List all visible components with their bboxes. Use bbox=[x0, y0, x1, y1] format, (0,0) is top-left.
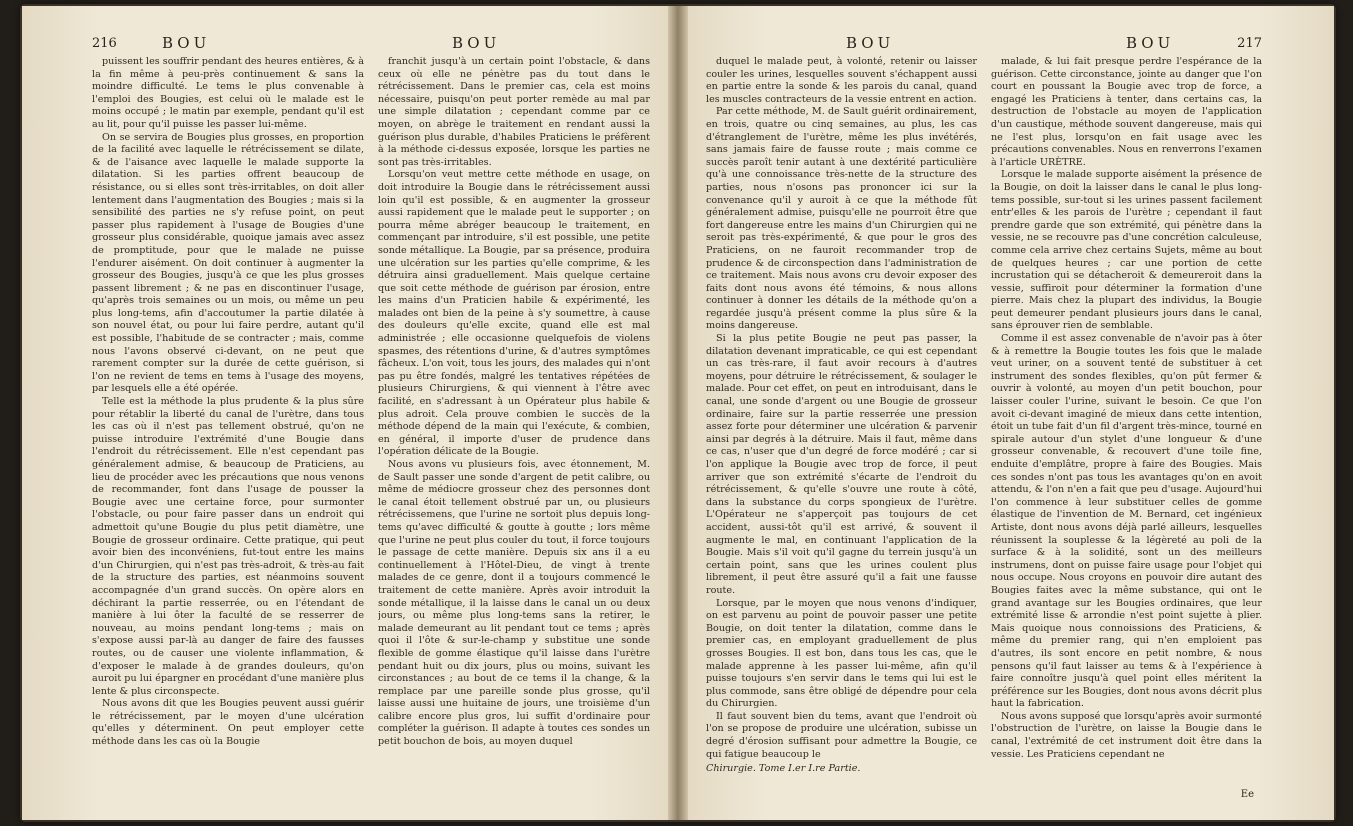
page-footer: Chirurgie. Tome I.er I.re Partie. bbox=[706, 763, 861, 775]
paragraph: Telle est la méthode la plus prudente & la plus sûre pour rétablir la liberté du canal de l'urètre, dans tous les cas où il n'est pas tellement obstrué, qu'on ne puisse introduire l'extrémité d'une Bougie dans l'endroit du rétrécissement. Elle n'est cependant pas généralement admise, & beaucoup de Praticiens, au lieu de procéder avec les précautions que nous venons de recommander, font dans l'usage de pousser la Bougie avec une certaine force, pour surmonter l'obstacle, ou pour faire passer dans un endroit qui admettoit qu'une Bougie du plus petit diamètre, une Bougie de grosseur ordinaire. Cette pratique, qui peut avoir bien des inconvéniens, fut-tout entre les mains d'un Chirurgien, qui n'est pas très-adroit, & très-au fait de la structure des parties, est néanmoins souvent accompagnée d'un grand succès. On opère alors en déchirant la partie resserrée, ou en l'étendant de manière à lui ôter la faculté de se resserrer de nouveau, au moins pendant long-tems ; mais on s'expose aussi par-là au danger de faire des fausses routes, ou de causer une violente inflammation, & d'exposer le malade à de grandes douleurs, qu'on auroit pu lui épargner en procédant d'une manière plus lente & plus circonspecte. bbox=[92, 396, 364, 697]
left-column-1 bbox=[92, 56, 364, 806]
paragraph: Il faut souvent bien du tems, avant que l'endroit où l'on se propose de produire une ulcération, subisse un degré d'érosion suffisant pour admettre la Bougie, ce qui fatigue beaucoup le bbox=[706, 710, 977, 760]
paragraph: malade, & lui fait presque perdre l'espérance de la guérison. Cette circonstance, jointe au danger que l'on court en poussant la Bougie avec trop de force, a engagé les Praticiens à tenter, dans certains cas, la destruction de l'obstacle au moyen de l'application d'un caustique, méthode souvent dangereuse, mais qui ne l'est plus, lorsqu'on en fait usage avec les précautions convenables. Nous en renverrons l'examen à l'article URÈTRE. bbox=[991, 56, 1262, 168]
running-head: BOU bbox=[162, 34, 211, 52]
signature-mark: Ee bbox=[1240, 789, 1254, 800]
paragraph: Nous avons dit que les Bougies peuvent aussi guérir le rétrécissement, par le moyen d'une ulcération qu'elles y déterminent. On peut employer cette méthode dans les cas où la Bougie bbox=[92, 698, 364, 748]
paragraph: duquel le malade peut, à volonté, retenir ou laisser couler les urines, lesquelles souvent s'échappent aussi en partie entre la sonde & les parois du canal, quand les muscles contracteurs de la vessie entrent en action. bbox=[706, 56, 977, 105]
running-head: BOU bbox=[846, 34, 895, 52]
paragraph: On se servira de Bougies plus grosses, en proportion de la facilité avec laquelle le rétrécissement se dilate, & de l'aisance avec laquelle le malade supporte la dilatation. Si les parties offrent beaucoup de résistance, ou si elles sont très-irritables, on doit aller lentement dans l'augmentation des Bougies ; mais si la sensibilité des parties ne s'y refuse point, on peut passer plus rapidement à l'usage de Bougies d'une grosseur plus considérable, quoique jamais avec assez de promptitude, pour que le malade ne puisse l'endurer aisément. On doit continuer à augmenter la grosseur des Bougies, jusqu'à ce que les plus grosses passent librement ; & ne pas en discontinuer l'usage, qu'après trois semaines ou un mois, ou même un peu plus long-tems, afin d'accoutumer la partie dilatée à son nouvel état, ou pour lui faire perdre, autant qu'il est possible, l'habitude de se contracter ; mais, comme nous l'avons observé ci-devant, on ne peut que rarement compter sur la durée de cette guérison, si l'on ne revient de tems en tems à l'usage des moyens, par lesquels elle a été opérée. bbox=[92, 131, 364, 395]
right-page bbox=[688, 6, 1334, 820]
paragraph: Nous avons vu plusieurs fois, avec étonnement, M. de Sault passer une sonde d'argent de petit calibre, ou même de médiocre grosseur chez des personnes dont le canal étoit tellement obstrué par un, ou plusieurs rétrécissemens, que l'urine ne sortoit plus depuis long-tems qu'avec difficulté & goutte à goutte ; lors même que l'urine ne peut plus couler du tout, il force toujours le passage de cette manière. Depuis six ans il a eu continuellement à l'Hôtel-Dieu, de vingt à trente malades de ce genre, dont il a toujours commencé le traitement de cette manière. Après avoir introduit la sonde métallique, il la laisse dans le canal un ou deux jours, ou même plus long-tems sans la retirer, le malade demeurant au lit pendant tout ce tems ; après quoi il l'ôte & sur-le-champ y substitue une sonde flexible de gomme élastique qu'il laisse dans l'urètre pendant huit ou dix jours, plus ou moins, suivant les circonstances ; au bout de ce tems il la change, & la remplace par une pareille sonde plus grosse, qu'il laisse aussi une huitaine de jours, une troisième d'un calibre encore plus gros, lui suffit d'ordinaire pour compléter la guérison. Il adapte à toutes ces sondes un petit bouchon de bois, au moyen duquel bbox=[378, 459, 650, 748]
left-page bbox=[22, 6, 668, 820]
paragraph: Comme il est assez convenable de n'avoir pas à ôter & à remettre la Bougie toutes les fois que le malade veut uriner, on a souvent tenté de substituer à cet instrument des sondes flexibles, qu'on pût fermer & ouvrir à volonté, au moyen d'un petit bouchon, pour laisser couler l'urine, suivant le besoin. Ce que l'on avoit ci-devant imaginé de mieux dans cette intention, étoit un tube fait d'un fil d'argent très-mince, tourné en spirale autour d'un stylet d'une longueur & d'une grosseur convenable, & recouvert d'une toile fine, enduite d'emplâtre, propre à faire des Bougies. Mais ces sondes n'ont pas tous les avantages qu'on en avoit attendu, & l'on n'en a fait que peu d'usage. Aujourd'hui l'on commence à leur substituer celles de gomme élastique de l'invention de M. Bernard, cet ingénieux Artiste, dont nous avons déjà parlé ailleurs, lesquelles réunissent la souplesse & la légèreté au poli de la surface & à la solidité, sont un des meilleurs instrumens, dont on puisse faire usage pour l'objet qui nous occupe. Nous croyons en pouvoir dire autant des Bougies faites avec la même substance, qui ont le grand avantage sur les Bougies ordinaires, que leur extrémité lisse & arrondie n'est point sujette à plier. Mais quoique nous connoissions des Praticiens, & même du premier rang, qui n'en emploient pas d'autres, ils sont encore en petit nombre, & nous pensons qu'il faut laisser au tems & à l'expérience à faire connoître jusqu'à quel point elles méritent la préférence sur les Bougies, dont nous avons décrit plus haut la fabrication. bbox=[991, 333, 1262, 710]
right-column-2 bbox=[991, 56, 1262, 806]
paragraph: puissent les souffrir pendant des heures entières, & à la fin même à peu-près continuement & sans la moindre difficulté. Le tems le plus convenable à l'emploi des Bougies, est celui où le malade est le moins occupé ; le matin par exemple, pendant qu'il est au lit, pour qu'il puisse les passer lui-même. bbox=[92, 56, 364, 130]
right-header bbox=[706, 34, 1262, 56]
page-number: 216 bbox=[92, 36, 117, 51]
running-head: BOU bbox=[1126, 34, 1175, 52]
book-gutter bbox=[668, 6, 688, 820]
left-column-2 bbox=[378, 56, 650, 806]
page-number: 217 bbox=[1237, 36, 1262, 51]
paragraph: franchit jusqu'à un certain point l'obstacle, & dans ceux où elle ne pénètre pas du tout dans le rétrécissement. Dans le premier cas, cela est moins nécessaire, puisqu'on peut porter remède au mal par une simple dilatation ; cependant comme par ce moyen, on abrège le traitement en rendant aussi la guérison plus durable, d'habiles Praticiens le préfèrent à la méthode ci-dessus exposée, lorsque les parties ne sont pas très-irritables. bbox=[378, 56, 650, 168]
book-spread bbox=[22, 6, 1334, 820]
right-column-1 bbox=[706, 56, 977, 806]
paragraph: Lorsque, par le moyen que nous venons d'indiquer, on est parvenu au point de pouvoir passer une petite Bougie, on doit tenter la dilatation, comme dans le premier cas, en employant graduellement de plus grosses Bougies. Il est bon, dans tous les cas, que le malade apprenne à les passer lui-même, afin qu'il puisse toujours s'en servir dans le tems qui lui est le plus commode, sans être obligé de dépendre pour cela du Chirurgien. bbox=[706, 597, 977, 710]
paragraph: Par cette méthode, M. de Sault guérit ordinairement, en trois, quatre ou cinq semaines, au plus, les cas d'étranglement de l'urètre, même les plus invétérés, sans jamais faire de fausse route ; mais comme ce succès paroît tenir autant à une dextérité particulière qu'à une connoissance très-nette de la structure des parties, nous n'osons pas prononcer ici sur la convenance qu'il y auroit à ce que la méthode fût généralement admise, puisqu'elle ne pourroit être que fort dangereuse entre les mains d'un Chirurgien qui ne seroit pas très-expérimenté, & que pour le gros des Praticiens, on ne fauroit recommander trop de prudence & de circonspection dans l'administration de ce traitement. Mais nous avons cru devoir exposer des faits dont nous avons été témoins, & nous allons continuer à donner les détails de la méthode qu'on a regardée jusqu'à présent comme la plus sûre & la moins dangereuse. bbox=[706, 106, 977, 332]
paragraph: Lorsqu'on veut mettre cette méthode en usage, on doit introduire la Bougie dans le rétrécissement aussi loin qu'il est possible, & en augmenter la grosseur aussi rapidement que le malade peut le supporter ; on pourra même abréger beaucoup le traitement, en commençant par introduire, s'il est possible, une petite sonde métallique. La Bougie, par sa présence, produira une ulcération sur les parties qu'elle comprime, & les détruira ainsi graduellement. Mais quelque certaine que soit cette méthode de guérison par érosion, entre les mains d'un Praticien habile & expérimenté, les malades ont bien de la peine à s'y soumettre, à cause des douleurs qu'elle excite, quand elle est mal administrée ; elle occasionne quelquefois de violens spasmes, des rétentions d'urine, & d'autres symptômes fâcheux. L'on voit, tous les jours, des malades qui n'ont pas pu être fondés, malgré les tentatives répétées de plusieurs Chirurgiens, & qui viennent à l'être avec facilité, en s'adressant à un Opérateur plus habile & plus adroit. Cela prouve combien le succès de la méthode dépend de la main qui l'exécute, & combien, en général, il importe d'user de prudence dans l'opération délicate de la Bougie. bbox=[378, 169, 650, 458]
paragraph: Nous avons supposé que lorsqu'après avoir surmonté l'obstruction de l'urètre, on laisse la Bougie dans le canal, l'extrémité de cet instrument doit être dans la vessie. Les Praticiens cependant ne bbox=[991, 710, 1262, 760]
paragraph: Si la plus petite Bougie ne peut pas passer, la dilatation devenant impraticable, ce qui est cependant un cas très-rare, il faut avoir recours à d'autres moyens, pour détruire le rétrécissement, & soulager le malade. Pour cet effet, on peut en introduisant, dans le canal, une sonde d'argent ou une Bougie de grosseur ordinaire, faire sur la partie resserrée une pression assez forte pour déterminer une ulcération & parvenir ainsi par degrés à la détruire. Mais il faut, même dans ce cas, n'user que d'un degré de force modéré ; car si l'on applique la Bougie avec trop de force, il peut arriver que son extrémité s'écarte de l'endroit du rétrécissement, & qu'elle s'ouvre une route à côté, dans la substance du corps spongieux de l'urètre. L'Opérateur ne s'apperçoit pas toujours de cet accident, aussi-tôt qu'il est arrivé, & souvent il augmente le mal, en continuant l'application de la Bougie. Mais s'il voit qu'il gagne du terrein jusqu'à un certain point, sans que les urines coulent plus librement, il peut être assuré qu'il a fait une fausse route. bbox=[706, 333, 977, 596]
left-header bbox=[92, 34, 650, 56]
paragraph: Lorsque le malade supporte aisément la présence de la Bougie, on doit la laisser dans le canal le plus long-tems possible, sur-tout si les urines passent facilement entr'elles & les parois de l'urètre ; cependant il faut prendre garde que son extrémité, qui pénètre dans la vessie, ne se recouvre pas d'une concrétion calculeuse, comme cela arrive chez certains Sujets, même au bout de quelques heures ; car une portion de cette incrustation qui se détacheroit & demeureroit dans la vessie, suffiroit pour déterminer la formation d'une pierre. Mais chez la plupart des individus, la Bougie peut demeurer pendant plusieurs jours dans le canal, sans éprouver rien de semblable. bbox=[991, 169, 1262, 332]
running-head: BOU bbox=[452, 34, 501, 52]
